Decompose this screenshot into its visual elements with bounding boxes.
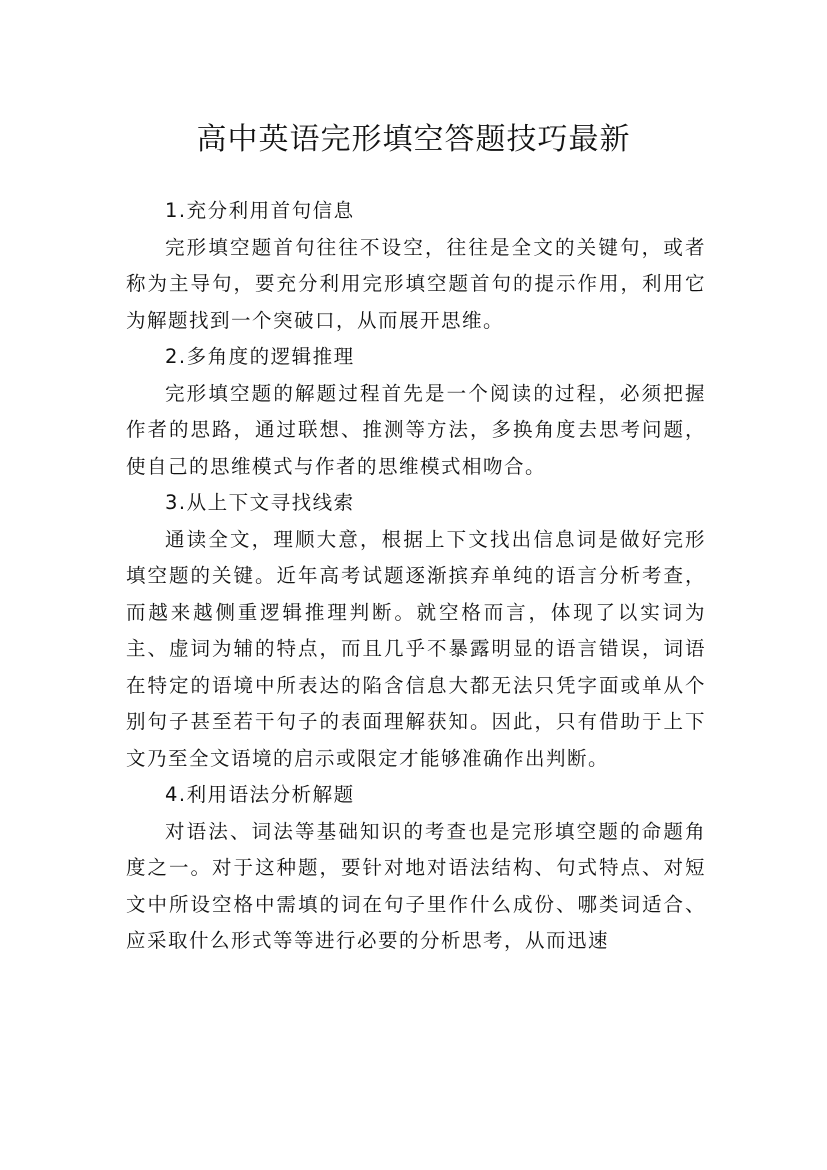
- section-heading-3: 3.从上下文寻找线索: [165, 491, 355, 514]
- section-heading-4: 4.利用语法分析解题: [165, 783, 355, 806]
- document-body: [126, 193, 706, 960]
- section-paragraph-1: 完形填空题首句往往不设空，往往是全文的关键句，或者称为主导句，要充分利用完形填空题首句的提示作用，利用它为解题找到一个突破口，从而展开思维。: [126, 235, 706, 332]
- section-heading-1: 1.充分利用首句信息: [165, 199, 355, 222]
- section-paragraph-3: 通读全文，理顺大意，根据上下文找出信息词是做好完形填空题的关键。近年高考试题逐渐摈弃单纯的语言分析考查，而越来越侧重逻辑推理判断。就空格而言，体现了以实词为主、虚词为辅的特点，而且几乎不暴露明显的语言错误，词语在特定的语境中所表达的陷含信息大都无法只凭字面或单从个别句子甚至若干句子的表面理解获知。因此，只有借助于上下文乃至全文语境的启示或限定才能够准确作出判断。: [126, 527, 706, 770]
- section-paragraph-2: 完形填空题的解题过程首先是一个阅读的过程，必须把握作者的思路，通过联想、推测等方法，多换角度去思考问题，使自己的思维模式与作者的思维模式相吻合。: [126, 381, 706, 478]
- section-heading-2: 2.多角度的逻辑推理: [165, 345, 355, 368]
- section-paragraph-4: 对语法、词法等基础知识的考查也是完形填空题的命题角度之一。对于这种题，要针对地对语法结构、句式特点、对短文中所设空格中需填的词在句子里作什么成份、哪类词适合、应采取什么形式等等进行必要的分析思考，从而迅速: [126, 819, 706, 952]
- document-title: 高中英语完形填空答题技巧最新: [196, 122, 631, 158]
